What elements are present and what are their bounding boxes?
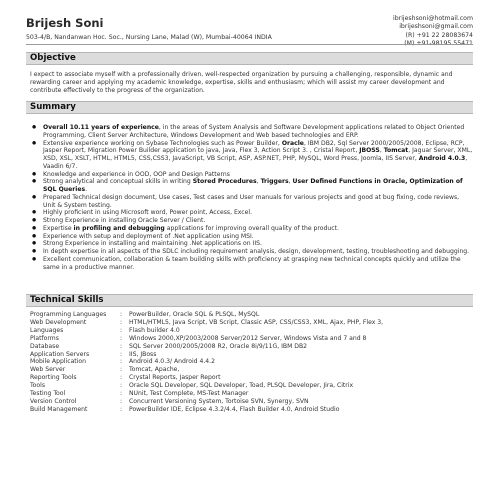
summary-item	[43, 240, 473, 248]
summary-text-segment: , Vaadin 6/7.	[43, 155, 468, 170]
technical-skills-heading: Technical Skills	[26, 294, 473, 307]
summary-text-segment: Android 4.0.3	[418, 155, 466, 162]
summary-heading: Summary	[26, 101, 473, 114]
skill-value: SQL Server 2000/2005/2008 R2, Oracle 8i/9/11G, IBM DB2	[129, 342, 308, 350]
skill-value: PowerBuilder, Oracle SQL & PLSQL, MySQL	[129, 311, 260, 318]
skill-label: Mobile Application	[30, 358, 86, 366]
summary-item	[43, 256, 473, 272]
summary-text-segment: Oracle	[281, 139, 304, 147]
skill-row	[30, 366, 473, 374]
skill-label: Version Control	[30, 397, 77, 405]
skill-value: HTML/HTML5, Java Script, VB Script, Classic ASP, CSS/CSS3, XML, Ajax, PHP, Flex 3,	[129, 318, 384, 326]
summary-text-segment: , IBM DB2, Sql Server 2000/2005/2008, Eclipse, RCP, Jasper Report, Migration Power Builder application to java, Java, Flex 3, Action Script 3. , Cristal Report,	[43, 139, 465, 155]
skill-value: Windows 2000,XP/2003/2008 Server/2012 Server, Windows Vista and 7 and 8	[129, 334, 367, 342]
skill-row	[30, 319, 473, 327]
summary-text-segment: Knowledge and experience in OOD, OOP and Design Patterns	[43, 170, 230, 178]
skill-value: Tomcat, Apache,	[129, 366, 180, 374]
skill-row	[30, 358, 473, 366]
summary-text-segment: Strong Experience in installing and maintaining .Net applications on IIS.	[43, 240, 262, 248]
skill-row	[30, 327, 473, 335]
skill-row	[30, 406, 473, 414]
summary-item	[43, 233, 473, 241]
summary-item	[43, 140, 473, 171]
phone-residence: (R) +91 22 28083674	[405, 31, 473, 39]
summary-item	[43, 209, 473, 217]
skill-separator: :	[120, 350, 123, 358]
email-hotmail: ibrijeshsoni@hotmail.com	[393, 15, 473, 22]
summary-item	[43, 248, 473, 256]
skill-row	[30, 382, 473, 390]
summary-text-segment: Overall 10.11 years of experience	[43, 124, 159, 131]
skill-separator: :	[120, 390, 123, 398]
summary-text-segment: User Defined Functions in Oracle, Optimization of SQL Queries	[43, 178, 463, 193]
summary-text-segment: , in the areas of System Analysis and Software Development applications related to Object Oriented Programming, Client Server Architecture, Windows Development and Web based technologies and ERP.	[43, 124, 465, 139]
skill-separator: :	[120, 334, 123, 342]
skill-separator: :	[120, 397, 123, 405]
summary-text-segment: Tomcat	[383, 147, 409, 155]
summary-text-segment: JBOSS	[359, 147, 380, 155]
skill-label: Platforms	[30, 334, 59, 342]
skill-label: Build Management	[30, 405, 88, 413]
summary-text-segment: .	[85, 186, 88, 193]
skill-value: Android 4.0.3/ Android 4.4.2	[129, 358, 215, 366]
summary-text-segment: In depth expertise in all aspects of the SDLC including requirement analysis, design, development, testing, troubleshooting and debugging.	[43, 248, 470, 255]
objective-heading: Objective	[26, 52, 473, 65]
summary-text-segment: applications for improving overall quality of the product.	[164, 224, 339, 232]
summary-item	[43, 171, 473, 179]
skill-separator: :	[120, 374, 123, 382]
skill-value: Crystal Reports, Jasper Report	[129, 374, 221, 382]
skill-separator: :	[120, 366, 123, 374]
summary-text-segment: ,	[256, 178, 261, 186]
objective-text: I expect to associate myself with a professionally driven, well-respected organization by pursuing a challenging, responsible, dynamic and rewarding career and applying my academic knowledge, expertise, skills and enthusiasm; which will assist my career development and contribute effectively to the progress of the organization.	[30, 71, 453, 95]
skill-row	[30, 374, 473, 382]
summary-text-segment: , Jaguar Server, XML, XSD, XSL, XSLT, HTML, HTML5, CSS,CSS3, JavaScript, VB Script, ASP, ASP.NET, PHP, MySQL, Word Press, Joomla, IIS Server,	[43, 147, 473, 162]
summary-text-segment: Extensive experience working on Sybase Technologies such as Power Builder,	[43, 139, 282, 147]
skill-label: Application Servers	[30, 350, 90, 358]
skill-separator: :	[120, 382, 123, 390]
skill-row	[30, 398, 473, 406]
skill-label: Testing Tool	[30, 390, 66, 398]
skill-value: IIS, JBoss	[129, 350, 157, 358]
technical-skills-table	[30, 311, 473, 414]
summary-item	[43, 178, 473, 194]
skill-row	[30, 311, 473, 319]
skill-separator: :	[120, 342, 123, 350]
candidate-name: Brijesh Soni	[26, 16, 104, 30]
summary-item	[43, 225, 473, 233]
skill-value: NUnit, Test Complete, MS-Test Manager	[129, 390, 249, 398]
skill-label: Tools	[30, 382, 46, 390]
skill-row	[30, 343, 473, 351]
skill-value: Concurrent Versioning System, Tortoise SVN, Synergy, SVN	[129, 397, 309, 405]
skill-label: Database	[30, 342, 60, 350]
skill-value: Oracle SQL Developer, SQL Developer, Toad, PLSQL Developer, Jira, Citrix	[129, 382, 354, 390]
summary-item	[43, 124, 473, 140]
summary-text-segment: Experience with setup and deployment of .Net application using MSI.	[43, 232, 254, 240]
skill-value: Flash builder 4.0	[129, 326, 180, 334]
skill-separator: :	[120, 358, 123, 366]
summary-list	[30, 124, 473, 271]
summary-text-segment: Highly proficient in using Microsoft word, Power point, Access, Excel.	[43, 209, 253, 217]
summary-text-segment: Stored Procedures	[192, 178, 257, 186]
summary-text-segment: Prepared Technical design document, Use cases, Test cases and User manuals for various projects and good at bug fixing, code reviews, Unit & System testing.	[43, 193, 460, 209]
summary-item	[43, 217, 473, 225]
skill-separator: :	[120, 318, 123, 326]
summary-text-segment: Strong Experience in installing Oracle Server / Client.	[43, 217, 206, 224]
skill-row	[30, 335, 473, 343]
skill-separator: :	[120, 405, 123, 413]
summary-text-segment: ,	[288, 178, 293, 186]
summary-text-segment: Excellent communication, collaboration & team building skills with proficiency at grasping new technical concepts quickly and utilize the same in a productive manner.	[43, 255, 461, 271]
summary-text-segment: in profiling and debugging	[73, 224, 165, 232]
summary-text-segment: Triggers	[260, 178, 289, 186]
skill-separator: :	[120, 326, 123, 334]
skill-separator: :	[120, 311, 123, 318]
skill-label: Reporting Tools	[30, 374, 77, 382]
phone-mobile: (M) +91-98195 55471	[404, 40, 473, 48]
summary-text-segment: ,	[379, 147, 384, 155]
skill-label: Programming Languages	[30, 311, 107, 318]
email-gmail: ibrijeshsoni@gmail.com	[399, 23, 473, 31]
header-divider	[26, 44, 473, 45]
skill-label: Languages	[30, 326, 64, 334]
skill-label: Web Server	[30, 366, 66, 374]
summary-text-segment: Strong analytical and conceptual skills in writing	[43, 178, 193, 186]
skill-row	[30, 390, 473, 398]
skill-value: PowerBuilder IDE, Eclipse 4.3.2/4.4, Flash Builder 4.0, Android Studio	[129, 405, 340, 413]
summary-text-segment: Expertise	[43, 224, 74, 232]
summary-item	[43, 194, 473, 210]
skill-label: Web Development	[30, 318, 87, 326]
address: 503-4/B, Nandanwan Hoc. Soc., Nursing Lane, Malad (W), Mumbai-40064 INDIA	[26, 34, 272, 41]
skill-row	[30, 351, 473, 359]
